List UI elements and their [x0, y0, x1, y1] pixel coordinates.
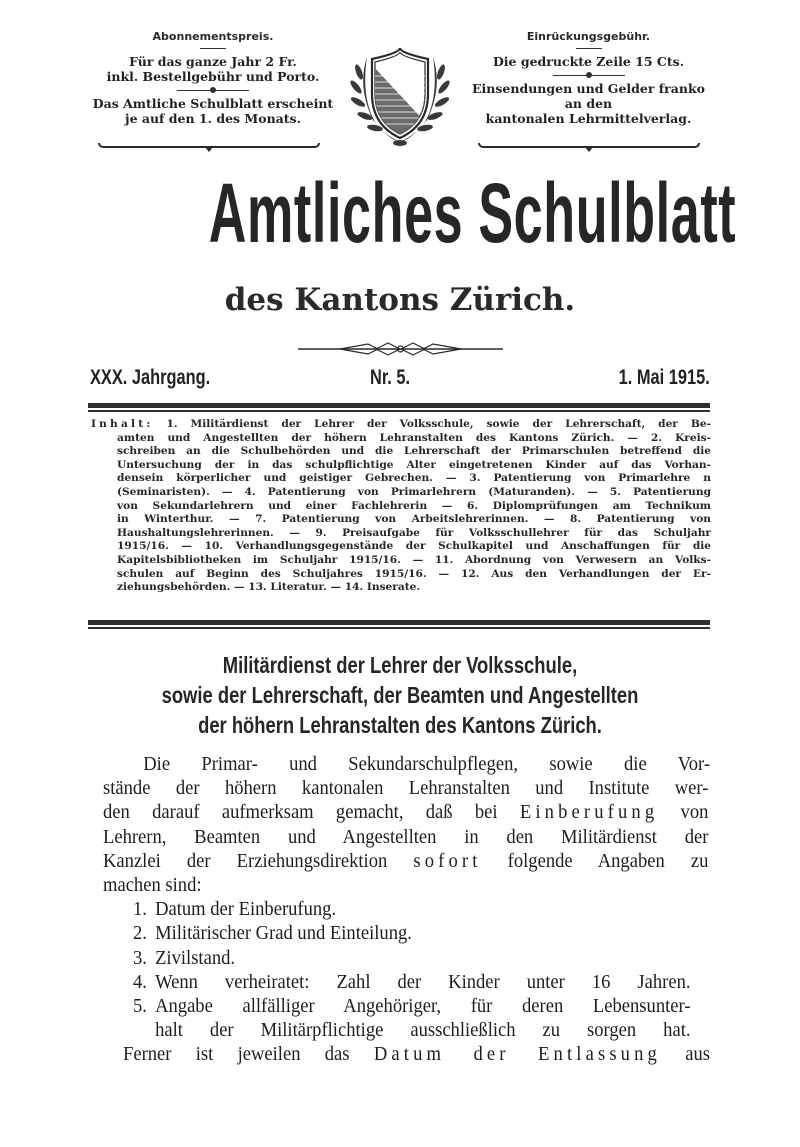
toc-line: Kapitelsbibliotheken im Schuljahr 1915/16. — 11. Abordnung von Verwesern an Volks-: [117, 553, 711, 566]
subscription-info-box: [88, 30, 338, 126]
submissions-recipient: kantonalen Lehrmittelverlag.: [485, 111, 692, 126]
toc-line: von Sekundarlehrern und einer Fachlehrerin — 6. Diplomprüfungen am Technikum: [117, 499, 711, 512]
paragraph-line: stände der höhern kantonalen Lehranstalten und Institute wer-: [103, 777, 709, 800]
paragraph-line: den darauf aufmerksam gemacht, daß bei Einberufung von: [103, 801, 709, 824]
list-item: 3. Zivilstand.: [133, 946, 236, 969]
toc-line: ziehungsbehörden. — 13. Literatur. — 14. Inserate.: [117, 581, 421, 594]
issue-date: 1. Mai 1915.: [618, 366, 710, 389]
dot-divider: [553, 71, 625, 79]
left-brace-rule: [98, 143, 320, 153]
table-of-contents: [91, 418, 711, 595]
toc-line: Inhalt: 1. Militärdienst der Lehrer der Volksschule, sowie der Lehrerschaft, der Be-: [91, 418, 711, 430]
emphasis-datum-der-entlassung: Datum der Entlassung: [373, 1043, 661, 1066]
coat-of-arms-emblem: [345, 42, 455, 150]
toc-label: Inhalt:: [91, 418, 154, 430]
advertising-info-box: [466, 30, 711, 126]
issue-info-row: [90, 366, 710, 396]
paragraph-line: Die Primar- und Sekundarschulpflegen, sowie die Vor-: [143, 753, 711, 775]
subscription-price: Für das ganze Jahr 2 Fr.: [129, 54, 297, 69]
toc-line: schulen auf Beginn des Schuljahres 1915/16. — 12. Aus den Verhandlungen der Er-: [117, 567, 711, 580]
dot-divider: [177, 86, 249, 94]
toc-line: 1915/16. — 10. Verhandlungsgegenstände der Schulkapitel und Anschaffungen für die: [117, 540, 711, 553]
advertising-heading: Einrückungsgebühr.: [526, 30, 651, 43]
list-item: 4. Wenn verheiratet: Zahl der Kinder unter 16 Jahren.: [133, 970, 691, 993]
list-item: 2. Militärischer Grad und Einteilung.: [133, 922, 412, 945]
paragraph-line: machen sind:: [103, 874, 202, 897]
toc-line: densein körperlicher und geistiger Gebrechen. — 3. Patentierung von Primarlehre n: [117, 472, 711, 485]
publication-title: Amtliches Schulblatt: [208, 166, 737, 260]
volume-label: XXX. Jahrgang.: [90, 366, 211, 389]
toc-line: amten und Angestellten der höhern Lehranstalten des Kantons Zürich. — 2. Kreis-: [117, 431, 711, 444]
publication-schedule: je auf den 1. des Monats.: [125, 111, 301, 126]
toc-line: Haushaltungslehrerinnen. — 9. Preisaufgabe für Volksschullehrer für das Schuljahr: [117, 526, 711, 539]
toc-line: (Seminaristen). — 4. Patentierung von Primarlehrern (Maturanden). — 5. Patentierung: [117, 485, 711, 498]
subscription-note: inkl. Bestellgebühr und Porto.: [106, 69, 320, 84]
submissions-to: an den: [564, 96, 613, 111]
paragraph-line: Kanzlei der Erziehungsdirektion sofort folgende Angaben zu: [103, 849, 709, 872]
advertising-rate: Die gedruckte Zeile 15 Cts.: [492, 54, 685, 69]
requirements-list: [133, 897, 713, 1042]
publication-subtitle: des Kantons Zürich.: [224, 282, 576, 318]
list-item-continuation: halt der Militärpflichtige ausschließlich zu sorgen hat.: [155, 1019, 691, 1042]
list-item: 5. Angabe allfälliger Angehöriger, für deren Lebensunter-: [133, 995, 691, 1018]
header-double-rule: [88, 403, 710, 412]
emphasis-sofort: sofort: [413, 849, 482, 872]
subscription-heading: Abonnementspreis.: [152, 30, 274, 43]
article-heading-line: der höhern Lehranstalten des Kantons Zürich.: [198, 712, 602, 738]
ornament-divider-icon: [298, 342, 503, 356]
article-heading-line: sowie der Lehrerschaft, der Beamten und Angestellten: [161, 682, 639, 708]
toc-line: Untersuchung der in das schulpflichtige Alter eingetretenen Kinder auf das Vorhan-: [117, 458, 711, 471]
article-heading-line: Militärdienst der Lehrer der Volksschule,: [222, 652, 578, 678]
list-item: 1. Datum der Einberufung.: [133, 898, 337, 921]
right-brace-rule: [478, 143, 700, 153]
submissions-note: Einsendungen und Gelder franko: [472, 81, 705, 96]
article-heading: [90, 650, 710, 740]
divider: [576, 48, 602, 49]
toc-line: in Winterthur. — 7. Patentierung von Arbeitslehrerinnen. — 8. Patentierung von: [117, 513, 711, 526]
paragraph-line: Lehrern, Beamten und Angestellten in den Militärdienst der: [103, 825, 709, 848]
toc-double-rule: [88, 620, 710, 629]
toc-line: schreiben an die Schulbehörden und die Lehrerschaft der Primarschulen betreffend die: [117, 445, 711, 458]
shield-wreath-icon: [345, 42, 455, 150]
emphasis-einberufung: Einberufung: [519, 801, 659, 824]
publication-note: Das Amtliche Schulblatt erscheint: [92, 96, 334, 111]
issue-number: Nr. 5.: [370, 366, 411, 389]
divider: [200, 48, 226, 49]
paragraph-line: Ferner ist jeweilen das Datum der Entlassung aus: [123, 1043, 711, 1066]
article-body: [103, 752, 711, 1067]
